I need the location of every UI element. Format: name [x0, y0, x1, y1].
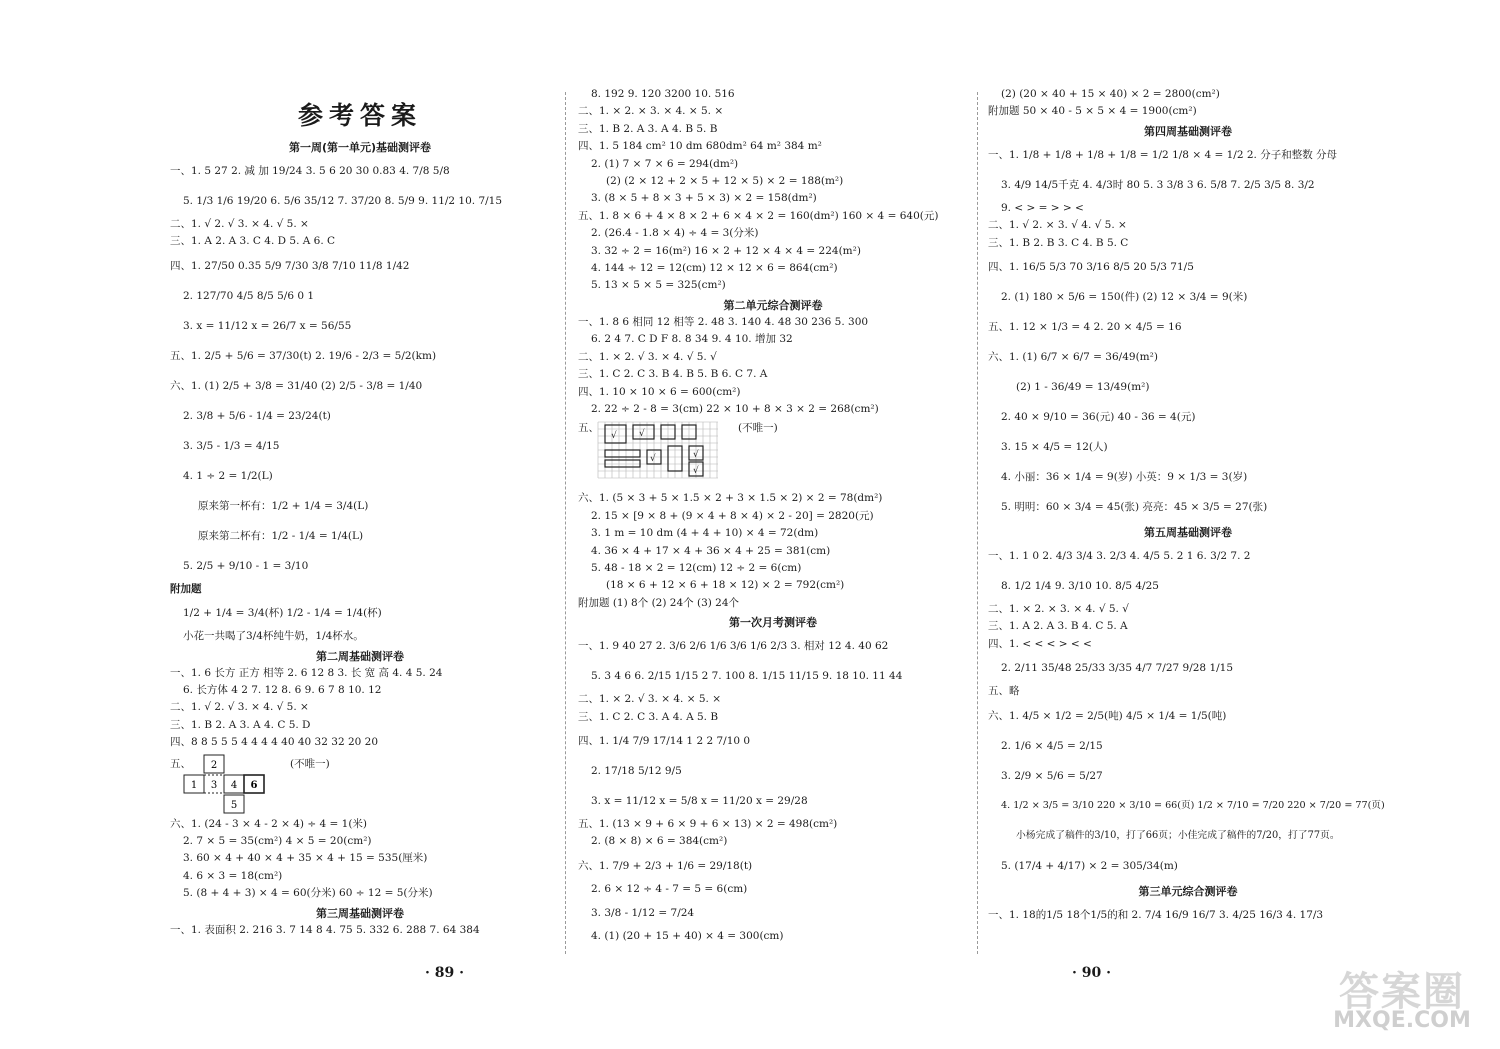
section-unit3-title: 第三单元综合测评卷: [1138, 884, 1238, 898]
answer-line: 五、1. (13 × 9 + 6 × 9 + 6 × 13) × 2 = 498(cm²): [578, 817, 838, 830]
answer-line: 四、1. 16/5 5/3 70 3/16 8/5 20 5/3 71/5: [988, 261, 1194, 274]
watermark-logo: [1316, 960, 1488, 1042]
net-label: 2: [210, 759, 218, 771]
question-label: 五、: [578, 422, 599, 435]
answer-line: 三、1. A 2. A 3. C 4. D 5. A 6. C: [170, 235, 336, 248]
answer-line: 一、1. 1/8 + 1/8 + 1/8 + 1/8 = 1/2 1/8 × 4 = 1/2 2. 分子和整数 分母: [988, 148, 1338, 161]
answer-line: 4. 36 × 4 + 17 × 4 + 36 × 4 + 25 = 381(cm): [591, 544, 831, 557]
watermark-title: 答案圈: [1339, 969, 1465, 1015]
answer-line: 2. (1) 180 × 5/6 = 150(件) (2) 12 × 3/4 = 9(米): [1001, 291, 1248, 304]
answer-line: 四、1. 5 184 cm² 10 dm 680dm² 64 m² 384 m²: [578, 140, 822, 153]
check-mark: √: [639, 429, 645, 440]
answer-line: 三、1. C 2. C 3. A 4. A 5. B: [578, 710, 719, 723]
answer-line: 3. 15 × 4/5 = 12(人): [1001, 441, 1108, 454]
net-piece: [605, 460, 640, 467]
question-label: 五、: [170, 757, 191, 770]
answer-line: 3. 32 ÷ 2 = 16(m²) 16 × 2 + 12 × 4 × 4 = 224(m²): [591, 244, 861, 257]
answer-line: 4. 1/2 × 3/5 = 3/10 220 × 3/10 = 66(页) 1/2 × 7/10 = 7/20 220 × 7/20 = 77(页): [1001, 799, 1385, 811]
answer-line: 2. 40 × 9/10 = 36(元) 40 - 36 = 4(元): [1001, 411, 1196, 424]
grid-svg: [596, 420, 722, 486]
column-divider: [565, 92, 566, 954]
answer-line: (2) (20 × 40 + 15 × 40) × 2 = 2800(cm²): [1001, 88, 1220, 100]
extra-question-label: 附加题: [170, 582, 202, 595]
answer-line: 六、1. (1) 2/5 + 3/8 = 31/40 (2) 2/5 - 3/8 = 1/40: [170, 379, 423, 392]
answer-line: 一、1. 5 27 2. 减 加 19/24 3. 5 6 20 30 0.83 4. 7/8 5/8: [170, 165, 450, 177]
answer-line: 六、1. (1) 6/7 × 6/7 = 36/49(m²): [988, 351, 1158, 364]
answer-line: 五、略: [988, 685, 1020, 698]
page-number-left: · 89 ·: [425, 965, 464, 981]
page-title: 参考答案: [297, 101, 422, 130]
answer-line: 三、1. B 2. B 3. C 4. B 5. C: [988, 236, 1129, 249]
watermark-url: MXQE.COM: [1333, 1008, 1471, 1033]
answer-line: 4. (1) (20 + 15 + 40) × 4 = 300(cm): [591, 930, 784, 943]
answer-line: 9. < > = > > <: [1001, 201, 1084, 214]
answer-line: 3. x = 11/12 x = 5/8 x = 11/20 x = 29/28: [591, 794, 808, 807]
answer-line: 5. 48 - 18 × 2 = 12(cm) 12 ÷ 2 = 6(cm): [591, 561, 802, 574]
answer-line: 3. 60 × 4 + 40 × 4 + 35 × 4 + 15 = 535(厘米): [183, 852, 428, 865]
check-mark: √: [693, 466, 699, 477]
answer-line: 三、1. B 2. A 3. A 4. C 5. D: [170, 718, 311, 731]
answer-line: 3. 3/5 - 1/3 = 4/15: [183, 439, 280, 452]
answer-line: 8. 1/2 1/4 9. 3/10 10. 8/5 4/25: [1001, 580, 1159, 593]
section-unit2-title: 第二单元综合测评卷: [723, 298, 823, 312]
answer-line: 二、1. × 2. × 3. × 4. √ 5. √: [988, 603, 1129, 616]
answer-line: 3. x = 11/12 x = 26/7 x = 56/55: [183, 319, 352, 332]
answer-line: 2. 17/18 5/12 9/5: [591, 764, 682, 777]
grid-question-row: [578, 418, 968, 490]
answer-line: 2. 6 × 12 ÷ 4 - 7 = 5 = 6(cm): [591, 882, 748, 895]
answer-line: 2. 7 × 5 = 35(cm²) 4 × 5 = 20(cm²): [183, 835, 372, 848]
note: (不唯一): [290, 757, 330, 770]
answer-line: 5. (8 + 4 + 3) × 4 = 60(分米) 60 ÷ 12 = 5(分米): [183, 887, 433, 900]
check-mark: √: [650, 454, 656, 465]
answer-line: (2) (2 × 12 + 2 × 5 + 12 × 5) × 2 = 188(m²): [606, 175, 844, 188]
answer-line: 1/2 + 1/4 = 3/4(杯) 1/2 - 1/4 = 1/4(杯): [183, 607, 382, 620]
answer-line: 5. 1/3 1/6 19/20 6. 5/6 35/12 7. 37/20 8. 5/9 9. 11/2 10. 7/15: [183, 195, 503, 207]
answer-line: 二、1. √ 2. × 3. √ 4. √ 5. ×: [988, 219, 1127, 232]
cube-net-figure: [182, 754, 274, 816]
answer-line: 一、1. 9 40 27 2. 3/6 2/6 1/6 3/6 1/6 2/3 3. 相对 12 4. 40 62: [578, 640, 889, 653]
answer-line: 四、1. 27/50 0.35 5/9 7/30 3/8 7/10 11/8 1/42: [170, 259, 410, 272]
net-label: 4: [230, 779, 238, 791]
answer-line: 一、1. 1 0 2. 4/3 3/4 3. 2/3 4. 4/5 5. 2 1 6. 3/2 7. 2: [988, 550, 1251, 563]
column-divider: [977, 92, 978, 954]
answer-line: 3. 1 m = 10 dm (4 + 4 + 10) × 4 = 72(dm): [591, 527, 819, 540]
answer-line: (2) 1 - 36/49 = 13/49(m²): [1016, 381, 1150, 394]
answer-line: 3. 4/9 14/5千克 4. 4/3时 80 5. 3 3/8 3 6. 5/8 7. 2/5 3/5 8. 3/2: [1001, 178, 1315, 191]
answer-line: 3. 2/9 × 5/6 = 5/27: [1001, 769, 1103, 782]
answer-line: 3. 3/8 - 1/12 = 7/24: [591, 907, 695, 920]
answer-line: 五、1. 8 × 6 + 4 × 8 × 2 + 6 × 4 × 2 = 160(dm²) 160 × 4 = 640(元): [578, 209, 939, 222]
answer-line: 二、1. √ 2. √ 3. × 4. √ 5. ×: [170, 701, 309, 714]
answer-line: 4. 小丽：36 × 1/4 = 9(岁) 小英：9 × 1/3 = 3(岁): [1001, 471, 1248, 484]
answer-line: 2. 22 ÷ 2 - 8 = 3(cm) 22 × 10 + 8 × 3 × 2 = 268(cm²): [591, 402, 879, 415]
answer-line: 小花一共喝了3/4杯纯牛奶，1/4杯水。: [183, 630, 364, 643]
answer-line: 六、1. (24 - 3 × 4 - 2 × 4) ÷ 4 = 1(米): [170, 817, 368, 830]
section-week1-title: 第一周(第一单元)基础测评卷: [288, 141, 432, 154]
answer-line: 2. 127/70 4/5 8/5 5/6 0 1: [183, 289, 315, 302]
net-label: 1: [190, 779, 198, 791]
answer-line: 三、1. C 2. C 3. B 4. B 5. B 6. C 7. A: [578, 368, 768, 381]
answer-line: 5. 13 × 5 × 5 = 325(cm²): [591, 279, 726, 292]
note: (不唯一): [738, 422, 778, 435]
net-label: 3: [210, 779, 218, 791]
answer-line: 六、1. (5 × 3 + 5 × 1.5 × 2 + 3 × 1.5 × 2) × 2 = 78(dm²): [578, 492, 883, 505]
section-week4-title: 第四周基础测评卷: [1144, 124, 1232, 138]
answer-line: 4. 144 ÷ 12 = 12(cm) 12 × 12 × 6 = 864(cm²): [591, 262, 838, 275]
column-middle: [578, 86, 968, 946]
answer-line: 2. 2/11 35/48 25/33 3/35 4/7 7/27 9/28 1/15: [1001, 662, 1234, 675]
answer-line: 原来第二杯有：1/2 - 1/4 = 1/4(L): [198, 529, 364, 542]
answer-line: 2. (26.4 - 1.8 × 4) ÷ 4 = 3(分米): [591, 227, 759, 240]
net-piece: [605, 450, 640, 457]
answer-line: 3. (8 × 5 + 8 × 3 + 5 × 3) × 2 = 158(dm²): [591, 192, 817, 205]
net-label: 5: [230, 799, 238, 811]
answer-line: 原来第一杯有：1/2 + 1/4 = 3/4(L): [198, 499, 369, 512]
section-week3-title: 第三周基础测评卷: [316, 906, 404, 920]
answer-line: 二、1. × 2. √ 3. × 4. × 5. ×: [578, 693, 722, 706]
answer-line: 一、1. 6 长方 正方 相等 2. 6 12 8 3. 长 宽 高 4. 4 5. 24: [170, 666, 443, 679]
answer-line: 六、1. 4/5 × 1/2 = 2/5(吨) 4/5 × 1/4 = 1/5(吨): [988, 709, 1227, 722]
answer-line: 一、1. 18的1/5 18个1/5的和 2. 7/4 16/9 16/7 3. 4/25 16/3 4. 17/3: [988, 908, 1324, 921]
answer-line: 6. 2 4 7. C D F 8. 8 34 9. 4 10. 增加 32: [591, 333, 793, 346]
answer-line: 4. 1 ÷ 2 = 1/2(L): [183, 469, 273, 482]
net-label: 6: [250, 779, 258, 791]
answer-line: 5. 3 4 6 6. 2/15 1/15 2 7. 100 8. 1/15 11/15 9. 18 10. 11 44: [591, 670, 903, 683]
check-mark: √: [611, 431, 617, 442]
answer-line: 三、1. B 2. A 3. A 4. B 5. B: [578, 122, 718, 135]
answer-line: 2. (1) 7 × 7 × 6 = 294(dm²): [591, 157, 739, 170]
answer-line: 二、1. √ 2. √ 3. × 4. √ 5. ×: [170, 218, 309, 230]
answer-line: 四、1. 10 × 10 × 6 = 600(cm²): [578, 385, 741, 398]
cube-net-svg: [182, 754, 274, 816]
section-week2-title: 第二周基础测评卷: [316, 649, 404, 663]
answer-line: 小杨完成了稿件的3/10，打了66页；小佳完成了稿件的7/20，打了77页。: [1016, 829, 1340, 841]
answer-line: 5. 明明：60 × 3/4 = 45(张) 亮亮：45 × 3/5 = 27(张): [1001, 501, 1268, 514]
answer-line: 三、1. A 2. A 3. B 4. C 5. A: [988, 620, 1128, 633]
answer-line: 四、1. 1/4 7/9 17/14 1 2 2 7/10 0: [578, 734, 751, 747]
answer-line: 四、1. < < < > < <: [988, 637, 1092, 650]
answer-line: 2. (8 × 8) × 6 = 384(cm²): [591, 835, 728, 848]
answer-line: 五、1. 2/5 + 5/6 = 37/30(t) 2. 19/6 - 2/3 = 5/2(km): [170, 349, 437, 362]
answer-line: 2. 3/8 + 5/6 - 1/4 = 23/24(t): [183, 409, 331, 422]
answer-line: 二、1. × 2. √ 3. × 4. √ 5. √: [578, 350, 717, 363]
answer-line: 附加题 50 × 40 - 5 × 5 × 4 = 1900(cm²): [988, 105, 1197, 118]
answer-line: 5. 2/5 + 9/10 - 1 = 3/10: [183, 559, 309, 572]
section-week5-title: 第五周基础测评卷: [1144, 526, 1232, 540]
section-month1-title: 第一次月考测评卷: [729, 616, 817, 630]
answer-line: 2. 15 × [9 × 8 + (9 × 4 + 8 × 4) × 2 - 20] = 2820(元): [591, 509, 874, 522]
column-left: [170, 86, 550, 939]
answer-line: 6. 长方体 4 2 7. 12 8. 6 9. 6 7 8 10. 12: [183, 684, 382, 697]
column-right: [988, 86, 1388, 930]
net-question-row: [170, 752, 550, 816]
answer-line: (18 × 6 + 12 × 6 + 18 × 12) × 2 = 792(cm²): [606, 579, 845, 592]
answer-line: 五、1. 12 × 1/3 = 4 2. 20 × 4/5 = 16: [988, 321, 1182, 334]
page-number-right: · 90 ·: [1072, 965, 1111, 981]
answer-line: 4. 6 × 3 = 18(cm²): [183, 869, 283, 882]
answer-line: 附加题 (1) 8个 (2) 24个 (3) 24个: [578, 596, 740, 609]
answer-line: 8. 192 9. 120 3200 10. 516: [591, 88, 735, 100]
cuboid-net-grid-figure: [596, 420, 722, 486]
answer-line: 一、1. 8 6 相同 12 相等 2. 48 3. 140 4. 48 30 236 5. 300: [578, 315, 869, 328]
answer-line: 二、1. × 2. × 3. × 4. × 5. ×: [578, 105, 724, 118]
answer-line: 六、1. 7/9 + 2/3 + 1/6 = 29/18(t): [578, 859, 753, 872]
answer-line: 四、8 8 5 5 5 4 4 4 4 40 40 32 32 20 20: [170, 736, 379, 749]
check-mark: √: [693, 450, 699, 461]
answer-line: 一、1. 表面积 2. 216 3. 7 14 8 4. 75 5. 332 6. 288 7. 64 384: [170, 923, 480, 936]
answer-line: 5. (17/4 + 4/17) × 2 = 305/34(m): [1001, 859, 1178, 872]
answer-line: 2. 1/6 × 4/5 = 2/15: [1001, 739, 1103, 752]
